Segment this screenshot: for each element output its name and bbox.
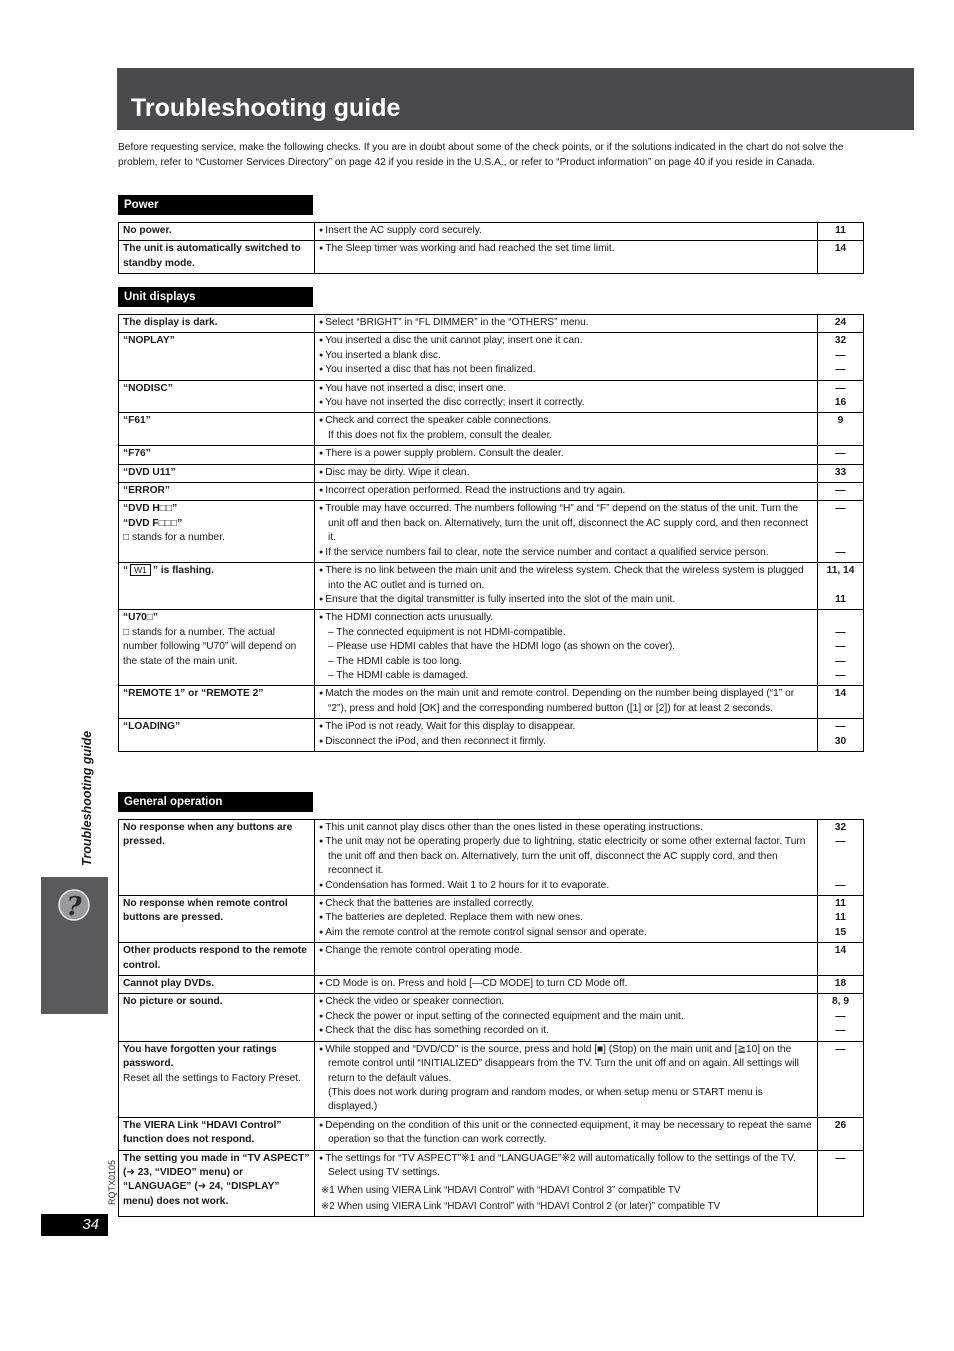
problem-label: “ W1 ” is flashing. (123, 565, 214, 577)
problem-note: □ stands for a number. The actual number following “U70” will depend on the state of the main unit. (123, 626, 297, 667)
page-ref: 32 (834, 335, 847, 347)
solution-item: ● Trouble may have occurred. The numbers following “H” and “F” depend on the status of the unit. Turn the unit off and then back on. Alternatively, turn the unit off, disconnect the AC supply cord, and then reconnect it. (319, 502, 813, 545)
page-ref: — (835, 485, 846, 497)
solution-item: ● Disconnect the iPod, and then reconnect it firmly. (319, 735, 813, 749)
problem-label: “F76” (123, 448, 151, 460)
problem-label: “U70□” (123, 612, 159, 624)
solution-item: ● Condensation has formed. Wait 1 to 2 hours for it to evaporate. (319, 879, 813, 893)
table-row (119, 223, 864, 241)
solution-item: ● Aim the remote control at the remote control signal sensor and operate. (319, 926, 813, 940)
table-row (119, 315, 864, 333)
page-ref: 8, 9 (832, 996, 849, 1008)
page-ref: 11 (835, 912, 846, 924)
solution-item: ● You have not inserted a disc; insert one. (319, 382, 813, 396)
solution-item: ● If the service numbers fail to clear, note the service number and contact a qualified service person. (319, 546, 813, 560)
solution-item: ● The settings for “TV ASPECT”※1 and “LANGUAGE”※2 will automatically follow to the settings of the TV. Select using TV settings. (319, 1152, 813, 1181)
table-row (119, 1117, 864, 1150)
problem-label: “NODISC” (123, 382, 173, 394)
page-ref: 26 (834, 1119, 847, 1131)
solution-item: ● Insert the AC supply cord securely. (319, 224, 813, 238)
page-ref: 14 (834, 945, 847, 957)
solution-item: ● Ensure that the digital transmitter is fully inserted into the slot of the main unit. (319, 593, 813, 607)
table-row (119, 994, 864, 1041)
table-row (119, 563, 864, 610)
question-mark-icon (40, 877, 108, 933)
page-ref: — (835, 1010, 846, 1022)
solution-item: If this does not fix the problem, consult the dealer. (328, 429, 553, 441)
problem-label: No response when remote control buttons are pressed. (123, 898, 288, 924)
problem-label: Cannot play DVDs. (123, 978, 215, 990)
unit-displays-table (118, 314, 864, 752)
problem-note: □ stands for a number. (123, 532, 225, 544)
page-ref: — (835, 669, 846, 681)
solution-item: ● Check that the batteries are installed correctly. (319, 897, 813, 911)
section-header-unit-displays: Unit displays (118, 287, 313, 307)
solution-item: ● You inserted a disc that has not been finalized. (319, 363, 813, 377)
problem-label: The display is dark. (123, 317, 218, 328)
solution-item: ● This unit cannot play discs other than the ones listed in these operating instructions. (319, 821, 813, 835)
solution-item: ● The iPod is not ready. Wait for this display to disappear. (319, 720, 813, 734)
page-ref: — (835, 349, 846, 361)
problem-label: No power. (123, 225, 172, 236)
page-ref: 14 (834, 243, 847, 255)
solution-item: ● There is no link between the main unit and the wireless system. Check that the wireless system is plugged into the AC outlet and is turned on. (319, 564, 813, 593)
problem-label: “REMOTE 1” or “REMOTE 2” (123, 688, 264, 700)
page-ref: 14 (834, 688, 847, 700)
page-ref: 9 (837, 415, 844, 427)
solution-item: ● Match the modes on the main unit and remote control. Depending on the number being displayed (“1” or “2”), press and hold [OK] and the corresponding numbered button ([1] or [2]) for at least 2 seconds. (319, 687, 813, 716)
table-row (119, 483, 864, 501)
solution-item: ● The Sleep timer was working and had reached the set time limit. (319, 242, 813, 256)
page-ref: 18 (834, 978, 847, 990)
page-title: Troubleshooting guide (131, 94, 401, 122)
solution-item: ● The HDMI connection acts unusually. (319, 611, 813, 625)
page-ref: — (835, 1025, 846, 1037)
table-row (119, 820, 864, 896)
solution-item: ● Change the remote control operating mode. (319, 944, 813, 958)
problem-label: Other products respond to the remote control. (123, 945, 307, 971)
solution-item: (This does not work during program and random modes, or when setup menu or START menu is displayed.) (328, 1086, 763, 1113)
solution-item: ● Check the power or input setting of the connected equipment and the main unit. (319, 1010, 813, 1024)
svg-text:?: ? (66, 892, 82, 922)
page-ref: — (835, 836, 846, 848)
page-ref: 11 (835, 225, 846, 236)
page-ref: — (835, 382, 846, 394)
solution-item: ● Depending on the condition of this unit or the connected equipment, it may be necessary to repeat the same operation so that the function can work correctly. (319, 1119, 813, 1148)
solution-item: ● Check that the disc has something recorded on it. (319, 1024, 813, 1038)
page-ref: 16 (834, 397, 847, 409)
problem-label: No response when any buttons are pressed. (123, 822, 293, 848)
solution-item: ● You have not inserted the disc correctly; insert it correctly. (319, 396, 813, 410)
title-bar (117, 68, 914, 130)
table-row (119, 686, 864, 719)
table-row (119, 380, 864, 413)
problem-label: “NOPLAY” (123, 335, 175, 347)
table-row (119, 501, 864, 563)
page-ref: 33 (834, 466, 847, 478)
page-ref: 11 (835, 898, 846, 910)
page-ref: — (835, 1152, 846, 1164)
solution-item: ● CD Mode is on. Press and hold [—CD MODE] to turn CD Mode off. (319, 977, 813, 991)
footnote: ※1 When using VIERA Link “HDAVI Control” with “HDAVI Control 3” compatible TV (321, 1185, 681, 1197)
page-ref: — (835, 546, 846, 558)
problem-note: Reset all the settings to Factory Preset. (123, 1072, 301, 1084)
page-ref: — (835, 448, 846, 460)
problem-label: “ERROR” (123, 485, 170, 497)
table-row (119, 943, 864, 976)
solution-item: ● While stopped and “DVD/CD” is the source, press and hold [■] (Stop) on the main unit and [≧10] on the remote control until “INITIALIZED” disappears from the TV. Turn the unit off and on again. All settings will return to the default values. (319, 1043, 813, 1086)
solution-item: ● The batteries are depleted. Replace them with new ones. (319, 911, 813, 925)
w1-indicator-icon: W1 (130, 564, 151, 576)
solution-item: ● You inserted a blank disc. (319, 349, 813, 363)
page-ref: 11 (835, 593, 846, 605)
side-section-label: Troubleshooting guide (80, 730, 94, 866)
problem-label: No picture or sound. (123, 996, 223, 1008)
table-row (119, 241, 864, 274)
solution-item: ● Disc may be dirty. Wipe it clean. (319, 466, 813, 480)
problem-label: The unit is automatically switched to standby mode. (123, 243, 301, 269)
table-row (119, 896, 864, 943)
solution-item: ● Incorrect operation performed. Read the instructions and try again. (319, 484, 813, 498)
problem-label: “DVD F□□□” (123, 517, 183, 529)
table-row (119, 1041, 864, 1117)
page-number: 34 (41, 1214, 108, 1236)
model-code: RQTX0105 (107, 1159, 117, 1205)
page-ref: — (835, 1043, 846, 1055)
table-row (119, 610, 864, 686)
solution-item: ● Check the video or speaker connection. (319, 995, 813, 1009)
problem-label: “DVD U11” (123, 466, 176, 478)
problem-label: “F61” (123, 415, 151, 427)
page-ref: — (835, 626, 846, 638)
table-row (119, 464, 864, 482)
table-row (119, 413, 864, 446)
solution-item: ● Check and correct the speaker cable connections. (319, 414, 813, 428)
problem-label: The VIERA Link “HDAVI Control” function does not respond. (123, 1119, 282, 1146)
page-ref: 15 (834, 926, 847, 938)
page-ref: 30 (834, 735, 847, 747)
page-ref: 11, 14 (826, 565, 855, 577)
section-header-power: Power (118, 195, 313, 215)
solution-item: – The HDMI cable is damaged. (328, 669, 469, 681)
page-ref: — (835, 503, 846, 515)
solution-item: – The connected equipment is not HDMI-compatible. (328, 626, 566, 638)
problem-label: “DVD H□□” (123, 503, 178, 515)
page-ref: — (835, 641, 846, 653)
table-row (119, 333, 864, 380)
page-ref: — (835, 721, 846, 733)
solution-item: ● There is a power supply problem. Consult the dealer. (319, 447, 813, 461)
page-ref: — (835, 879, 846, 891)
problem-label: The setting you made in “TV ASPECT” (➜ 23, “VIDEO” menu) or “LANGUAGE” (➜ 24, “DISPLAY” menu) does not work. (123, 1152, 310, 1207)
page-ref: — (835, 364, 846, 376)
table-row (119, 446, 864, 464)
problem-label: You have forgotten your ratings password. (123, 1043, 277, 1070)
solution-item: ● Select “BRIGHT” in “FL DIMMER” in the “OTHERS” menu. (319, 316, 813, 330)
solution-item: – Please use HDMI cables that have the HDMI logo (as shown on the cover). (328, 641, 676, 653)
section-header-general-operation: General operation (118, 792, 313, 812)
power-table (118, 222, 864, 274)
page-ref: 24 (834, 317, 847, 328)
footnote: ※2 When using VIERA Link “HDAVI Control” with “HDAVI Control 2 (or later)” compatible TV (321, 1200, 721, 1212)
general-operation-table (118, 819, 864, 1217)
solution-item: – The HDMI cable is too long. (328, 655, 463, 667)
table-row (119, 976, 864, 994)
solution-item: ● The unit may not be operating properly due to lightning, static electricity or some other external factor. Turn the unit off and then back on. Alternatively, turn the unit off, disconnect the AC supply cord, and then reconnect it. (319, 835, 813, 878)
intro-text: Before requesting service, make the following checks. If you are in doubt about some of the check points, or if the solutions indicated in the chart do not solve the problem, refer to “Customer Services Directory” on page 42 if you reside in the U.S.A., or refer to “Product information” on page 40 if you reside in Canada. (118, 142, 844, 168)
solution-item: ● You inserted a disc the unit cannot play; insert one it can. (319, 334, 813, 348)
table-row (119, 719, 864, 752)
table-row (119, 1150, 864, 1217)
page-ref: 32 (834, 822, 847, 833)
problem-label: “LOADING” (123, 721, 181, 733)
page-ref: — (835, 655, 846, 667)
